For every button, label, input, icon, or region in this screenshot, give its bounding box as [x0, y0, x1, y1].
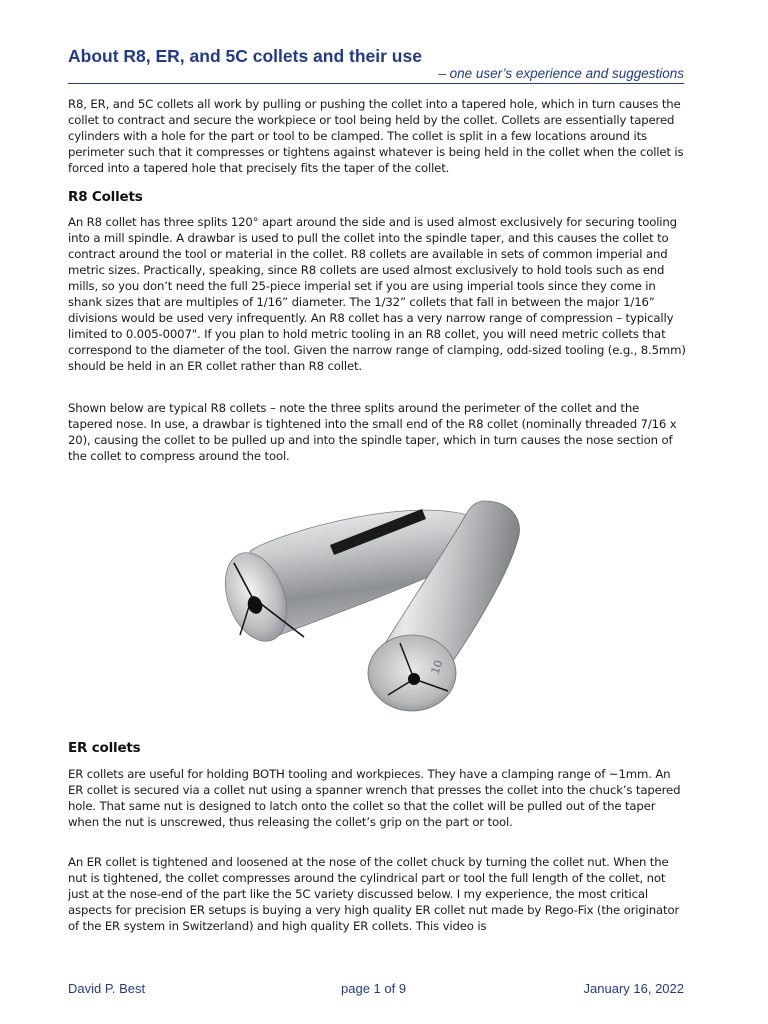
r8-collets-illustration: [212, 487, 528, 723]
er-paragraph-1: ER collets are useful for holding BOTH tooling and workpieces. They have a clamping range of ~1mm. An ER collet is secured via a collet nut using a spanner wrench that presses the collet into the chuck’s tapered hole. That same nut is designed to latch onto the collet so that the collet will be pulled out of the taper when the nut is unscrewed, thus releasing the collet’s grip on the part or tool.: [68, 767, 681, 829]
title-underline: [68, 83, 684, 84]
footer-author: David P. Best: [68, 981, 146, 996]
er-paragraph-2: An ER collet is tightened and loosened at the nose of the collet chuck by turning the collet nut. When the nut is tightened, the collet compresses around the cylindrical part or tool the full length of the collet, not just at the nose-end of the part like the 5C variety discussed below. I my experience, the most critical aspects for precision ER setups is buying a very high quality ER collet nut made by Rego-Fix (the originator of the ER system in Switzerland) and high quality ER collets. This video is: [68, 855, 680, 933]
footer-page-number: page 1 of 9: [341, 981, 407, 996]
footer-date: January 16, 2022: [583, 981, 684, 996]
r8-collets-photo: [212, 487, 528, 723]
r8-paragraph-2: Shown below are typical R8 collets – note the three splits around the perimeter of the collet and the tapered nose. In use, a drawbar is tightened into the small end of the R8 collet (nominally threaded 7/16 x 20), causing the collet to be pulled up and into the spindle taper, which in turn causes the nose section of the collet to compress around the tool.: [68, 401, 677, 463]
document-title: About R8, ER, and 5C collets and their use: [68, 46, 422, 66]
er-section-heading: ER collets: [68, 740, 141, 756]
r8-paragraph-1: An R8 collet has three splits 120° apart around the side and is used almost exclusively for securing tooling into a mill spindle. A drawbar is used to pull the collet into the spindle taper, and this causes the collet to contract around the tool or material in the collet. R8 collets are available in sets of common imperial and metric sizes. Practically, speaking, since R8 collets are used almost exclusively to hold tools such as end mills, so you don’t need the full 25-piece imperial set if you are using imperial tools since they come in shank sizes that are multiples of 1/16” diameter. The 1/32” collets that fall in between the major 1/16” divisions would be used very infrequently. An R8 collet has a very narrow range of compression – typically limited to 0.005-0007". If you plan to hold metric tooling in an R8 collet, you will need metric collets that correspond to the diameter of the tool. Given the narrow range of clamping, odd-sized tooling (e.g., 8.5mm) should be held in an ER collet rather than R8 collet.: [68, 215, 686, 373]
document-subtitle: – one user’s experience and suggestions: [438, 66, 684, 81]
intro-paragraph: R8, ER, and 5C collets all work by pulling or pushing the collet into a tapered hole, which in turn causes the collet to contract and secure the workpiece or tool being held by the collet. Collets are essentially tapered cylinders with a hole for the part or tool to be clamped. The collet is split in a few locations around its perimeter such that it compresses or tightens against whatever is being held in the collet when the collet is forced into a tapered hole that precisely fits the taper of the collet.: [68, 97, 684, 175]
r8-section-heading: R8 Collets: [68, 189, 143, 205]
collet-size-mark: 10: [428, 658, 446, 677]
